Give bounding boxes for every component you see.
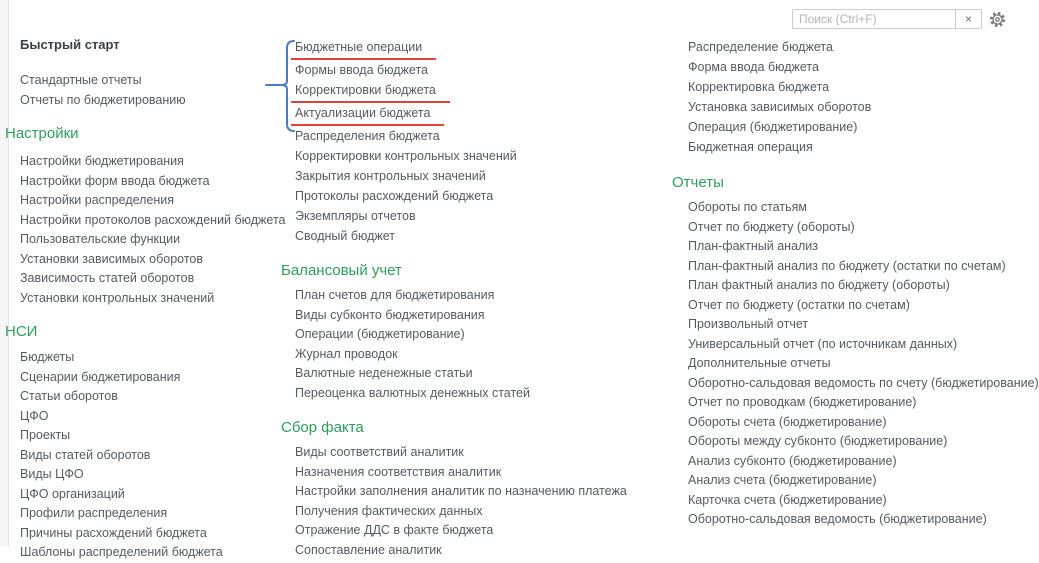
menu-item-label[interactable]: Произвольный отчет	[688, 317, 809, 331]
menu-item[interactable]	[295, 166, 627, 186]
menu-item[interactable]	[295, 325, 627, 345]
menu-item[interactable]	[20, 504, 286, 524]
menu-item-label[interactable]: Установки контрольных значений	[20, 290, 215, 305]
menu-item-label[interactable]: Настройки форм ввода бюджета	[20, 173, 210, 188]
menu-item[interactable]	[295, 103, 627, 126]
menu-item-label[interactable]: План счетов для бюджетирования	[295, 288, 495, 302]
menu-item-label[interactable]: Отчет по проводкам (бюджетирование)	[688, 395, 917, 409]
menu-item-label[interactable]: Форма ввода бюджета	[688, 60, 819, 74]
menu-item-label[interactable]: Сводный бюджет	[295, 229, 396, 243]
menu-item-label[interactable]: Настройки протоколов расхождений бюджета	[20, 212, 286, 227]
menu-item-label[interactable]: План-фактный анализ по бюджету (остатки по счетам)	[688, 258, 1006, 273]
menu-item[interactable]	[20, 426, 286, 446]
menu-item[interactable]	[20, 485, 286, 505]
menu-item[interactable]	[295, 37, 627, 60]
menu-item-label[interactable]: Дополнительные отчеты	[688, 356, 831, 370]
menu-item-label[interactable]: Зависимость статей оборотов	[20, 271, 195, 285]
menu-item-label[interactable]: Закрытия контрольных значений	[295, 169, 486, 183]
menu-section-items	[5, 71, 286, 110]
menu-item[interactable]	[688, 257, 1039, 277]
menu-section-items	[5, 348, 286, 563]
menu-item[interactable]	[295, 226, 627, 246]
menu-item-label[interactable]: Оборотно-сальдовая ведомость (бюджетирование)	[688, 512, 987, 526]
settings-gear-icon[interactable]	[989, 11, 1006, 28]
menu-item[interactable]	[295, 521, 627, 541]
menu-column-right	[672, 0, 1039, 530]
menu-item-label[interactable]: Протоколы расхождений бюджета	[295, 189, 494, 203]
menu-item-label[interactable]: Виды соответствий аналитик	[295, 445, 464, 459]
menu-item[interactable]	[20, 543, 286, 563]
menu-item[interactable]	[688, 276, 1039, 296]
menu-item[interactable]	[20, 71, 286, 91]
menu-section-items	[5, 152, 286, 308]
menu-item-label[interactable]: Установки зависимых оборотов	[20, 251, 204, 266]
menu-item[interactable]	[20, 446, 286, 466]
menu-item[interactable]	[20, 387, 286, 407]
menu-item[interactable]	[295, 364, 627, 384]
menu-item-label[interactable]: Универсальный отчет (по источникам данных)	[688, 336, 958, 351]
menu-item-label[interactable]: Распределение бюджета	[688, 40, 833, 54]
menu-item[interactable]	[688, 393, 1039, 413]
section-header: Настройки	[5, 125, 79, 142]
menu-item-label[interactable]: Переоценка валютных денежных статей	[295, 385, 530, 400]
menu-item-label[interactable]: ЦФО	[20, 408, 49, 423]
menu-item[interactable]	[20, 211, 286, 231]
menu-item-label[interactable]: Отчет по бюджету (остатки по счетам)	[688, 297, 910, 312]
menu-item[interactable]	[20, 269, 286, 289]
menu-item-label[interactable]: Сценарии бюджетирования	[20, 369, 181, 384]
menu-item[interactable]	[688, 452, 1039, 472]
menu-item-label[interactable]: Бюджеты	[20, 350, 75, 364]
menu-item-label[interactable]: Оборотно-сальдовая ведомость по счету (бюджетирование)	[688, 375, 1039, 390]
menu-item[interactable]	[295, 384, 627, 404]
menu-item[interactable]	[20, 524, 286, 544]
menu-item[interactable]	[688, 57, 1039, 77]
menu-item[interactable]	[688, 237, 1039, 257]
menu-item[interactable]	[688, 198, 1039, 218]
menu-item-label[interactable]: Виды субконто бюджетирования	[295, 307, 485, 322]
menu-item[interactable]	[20, 91, 286, 111]
menu-item-label[interactable]: Карточка счета (бюджетирование)	[688, 492, 887, 507]
menu-item[interactable]	[688, 37, 1039, 57]
menu-item-label[interactable]: Обороты между субконто (бюджетирование)	[688, 434, 948, 448]
menu-item[interactable]	[295, 126, 627, 146]
menu-item[interactable]	[295, 306, 627, 326]
menu-item-label[interactable]: Шаблоны распределений бюджета	[20, 545, 223, 559]
menu-item-label[interactable]: Настройки бюджетирования	[20, 154, 184, 168]
menu-item[interactable]	[688, 354, 1039, 374]
menu-item[interactable]	[20, 191, 286, 211]
menu-item[interactable]	[20, 230, 286, 250]
menu-section-items	[281, 443, 627, 560]
menu-item-label[interactable]: Проекты	[20, 428, 71, 442]
menu-item-label[interactable]: План фактный анализ по бюджету (обороты)	[688, 278, 950, 292]
menu-item-label[interactable]: Статьи оборотов	[20, 389, 118, 403]
menu-item-label[interactable]: Распределения бюджета	[295, 129, 440, 143]
menu-item-label[interactable]: Настройки заполнения аналитик по назначению платежа	[295, 484, 627, 498]
menu-item[interactable]	[688, 335, 1039, 355]
menu-section-items	[281, 286, 627, 403]
menu-item[interactable]	[688, 137, 1039, 157]
menu-item-label[interactable]: Операции (бюджетирование)	[295, 327, 465, 341]
menu-item[interactable]	[688, 491, 1039, 511]
menu-item-label[interactable]: Валютные неденежные статьи	[295, 366, 473, 380]
menu-item-label[interactable]: Установка зависимых оборотов	[688, 100, 872, 114]
menu-item-label[interactable]: Виды ЦФО	[20, 467, 84, 481]
menu-item-label[interactable]: Анализ счета (бюджетирование)	[688, 473, 877, 487]
menu-item-label[interactable]: Бюджетные операции	[291, 37, 436, 60]
section-header: Балансовый учет	[281, 262, 402, 279]
menu-item[interactable]	[20, 465, 286, 485]
menu-item-label[interactable]: Настройки распределения	[20, 193, 175, 207]
menu-column-middle	[281, 0, 627, 560]
menu-item-label[interactable]: Корректировки контрольных значений	[295, 149, 517, 163]
section-header: Отчеты	[672, 174, 724, 191]
menu-item[interactable]	[688, 77, 1039, 97]
menu-item[interactable]	[295, 482, 627, 502]
menu-item[interactable]	[688, 296, 1039, 316]
menu-item-label[interactable]: Отражение ДДС в факте бюджета	[295, 523, 494, 537]
menu-item-label[interactable]: Корректировки бюджета	[291, 80, 450, 103]
menu-item[interactable]	[295, 186, 627, 206]
menu-item-label[interactable]: Пользовательские функции	[20, 232, 181, 246]
menu-item[interactable]	[688, 432, 1039, 452]
menu-item-label[interactable]: Причины расхождений бюджета	[20, 525, 207, 540]
menu-item-label[interactable]: Актуализации бюджета	[291, 103, 444, 126]
search-input[interactable]	[792, 9, 955, 29]
menu-item[interactable]	[295, 541, 627, 561]
menu-section-items	[672, 198, 1039, 530]
menu-section-items	[672, 37, 1039, 157]
menu-item[interactable]	[20, 250, 286, 270]
menu-item[interactable]	[688, 218, 1039, 238]
menu-item-label[interactable]: Профили распределения	[20, 506, 168, 520]
menu-item-label[interactable]: Стандартные отчеты	[20, 73, 142, 87]
menu-item-label[interactable]: ЦФО организаций	[20, 486, 125, 501]
menu-item[interactable]	[295, 146, 627, 166]
menu-item-label[interactable]: План-фактный анализ	[688, 239, 819, 253]
section-header: Сбор факта	[281, 419, 364, 436]
menu-item[interactable]	[295, 443, 627, 463]
menu-item[interactable]	[20, 289, 286, 309]
menu-item-label[interactable]: Операция (бюджетирование)	[688, 120, 858, 134]
menu-item-label[interactable]: Назначения соответствия аналитик	[295, 464, 502, 479]
menu-item[interactable]	[20, 368, 286, 388]
menu-item[interactable]	[688, 374, 1039, 394]
quick-start-title: Быстрый старт	[20, 37, 120, 52]
menu-item-label[interactable]: Обороты счета (бюджетирование)	[688, 414, 887, 429]
menu-item[interactable]	[295, 206, 627, 226]
section-header: НСИ	[5, 323, 38, 340]
menu-item[interactable]	[688, 97, 1039, 117]
menu-item-label[interactable]: Формы ввода бюджета	[295, 63, 428, 77]
menu-item[interactable]	[295, 80, 627, 103]
search-clear-button[interactable]: ×	[955, 9, 982, 29]
menu-item[interactable]	[20, 407, 286, 427]
menu-section-items	[281, 37, 627, 246]
menu-item[interactable]	[295, 502, 627, 522]
menu-item-label[interactable]: Обороты по статьям	[688, 200, 807, 214]
menu-item[interactable]	[688, 471, 1039, 491]
menu-item[interactable]	[20, 172, 286, 192]
menu-item-label[interactable]: Отчеты по бюджетированию	[20, 92, 186, 107]
menu-item[interactable]	[688, 413, 1039, 433]
menu-item-label[interactable]: Отчет по бюджету (обороты)	[688, 219, 855, 234]
menu-item-label[interactable]: Экземпляры отчетов	[295, 209, 416, 223]
menu-item[interactable]	[295, 286, 627, 306]
menu-item-label[interactable]: Бюджетная операция	[688, 140, 813, 154]
menu-item-label[interactable]: Получения фактических данных	[295, 503, 483, 518]
menu-item-label[interactable]: Корректировка бюджета	[688, 80, 830, 94]
menu-item[interactable]	[295, 60, 627, 80]
menu-item[interactable]	[295, 345, 627, 365]
menu-item-label[interactable]: Сопоставление аналитик	[295, 542, 442, 557]
menu-column-left	[5, 0, 286, 563]
search-box	[792, 9, 982, 29]
menu-item-label[interactable]: Журнал проводок	[295, 346, 398, 361]
menu-item[interactable]	[295, 463, 627, 483]
menu-item-label[interactable]: Анализ субконто (бюджетирование)	[688, 453, 897, 468]
menu-item[interactable]	[20, 348, 286, 368]
menu-item-label[interactable]: Виды статей оборотов	[20, 447, 151, 462]
menu-item[interactable]	[20, 152, 286, 172]
menu-item[interactable]	[688, 315, 1039, 335]
menu-item[interactable]	[688, 510, 1039, 530]
menu-item[interactable]	[688, 117, 1039, 137]
